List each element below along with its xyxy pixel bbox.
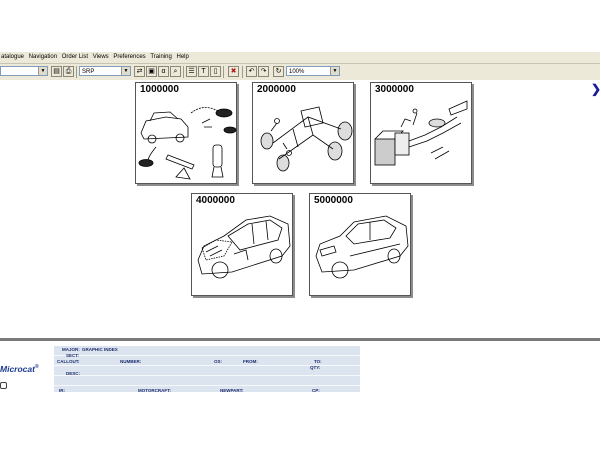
menu-catalogue[interactable]: atalogue <box>1 54 25 60</box>
group-number: 2000000 <box>257 84 296 95</box>
major-label: MAJOR: <box>62 347 80 352</box>
callout-label: CALLOUT: <box>57 359 80 364</box>
pane-divider[interactable] <box>0 338 600 341</box>
exterior-illustration <box>310 194 410 295</box>
ir-label: IR: <box>59 388 65 393</box>
row-divider <box>54 385 360 386</box>
to-label: TO: <box>314 359 322 364</box>
vehicle-select[interactable] <box>0 66 48 76</box>
market-select-value: SRP <box>82 69 95 75</box>
desc-label: DESC: <box>66 371 81 376</box>
motorcraft-label: MOTORCRAFT: <box>138 388 171 393</box>
search-icon[interactable]: ⌕ <box>170 66 181 77</box>
group-tile-1000000[interactable] <box>135 82 237 184</box>
text-icon[interactable]: T <box>198 66 209 77</box>
next-page-icon[interactable]: ❯ <box>591 82 601 96</box>
menu-preferences[interactable]: Preferences <box>113 54 146 60</box>
group-number: 5000000 <box>314 195 353 206</box>
group-tile-5000000[interactable] <box>309 193 411 296</box>
market-select[interactable] <box>79 66 131 76</box>
group-number: 1000000 <box>140 84 179 95</box>
microcat-logo <box>0 364 39 374</box>
from-label: FROM: <box>243 359 258 364</box>
row-divider <box>54 375 360 376</box>
list-icon[interactable]: ☰ <box>186 66 197 77</box>
chevron-down-icon[interactable]: ▼ <box>121 67 130 75</box>
toolbar <box>0 63 600 81</box>
forward-icon[interactable]: ↷ <box>258 66 269 77</box>
chevron-down-icon[interactable]: ▼ <box>330 67 339 75</box>
group-tile-4000000[interactable] <box>191 193 293 296</box>
toolbar-separator <box>242 66 243 78</box>
group-tile-3000000[interactable] <box>370 82 472 184</box>
document-icon[interactable]: ▯ <box>210 66 221 77</box>
graphic-index-area <box>0 80 600 338</box>
number-label: NUMBER: <box>120 359 142 364</box>
menu-views[interactable]: Views <box>92 54 109 60</box>
group-number: 3000000 <box>375 84 414 95</box>
zoom-select-value: 100% <box>289 69 305 75</box>
zoom-select[interactable] <box>286 66 340 76</box>
alpha-search-icon[interactable]: α <box>158 66 169 77</box>
menu-training[interactable]: Training <box>150 54 172 60</box>
logo-mark-icon <box>0 382 7 389</box>
registered-mark: ® <box>34 364 39 371</box>
part-info-panel <box>54 346 360 392</box>
body-illustration <box>192 194 292 295</box>
menu-bar <box>0 52 600 63</box>
major-value: GRAPHIC INDEX <box>82 347 118 352</box>
toolbar-separator <box>183 66 184 78</box>
toolbar-separator <box>223 66 224 78</box>
group-tile-2000000[interactable] <box>252 82 354 184</box>
menu-order-list[interactable]: Order List <box>61 54 89 60</box>
group-number: 4000000 <box>196 195 235 206</box>
qty-label: QTY: <box>310 365 321 370</box>
printer-icon[interactable]: ⎙ <box>63 66 74 77</box>
cp-label: CP: <box>312 388 320 393</box>
stop-icon[interactable]: ✖ <box>228 66 239 77</box>
row-divider <box>54 355 360 356</box>
chevron-down-icon[interactable]: ▼ <box>38 67 47 75</box>
newpart-label: NEWPART: <box>220 388 244 393</box>
sect-label: SECT: <box>66 353 80 358</box>
print-icon[interactable]: ▤ <box>51 66 62 77</box>
back-icon[interactable]: ↶ <box>246 66 257 77</box>
menu-navigation[interactable]: Navigation <box>28 54 58 60</box>
menu-help[interactable]: Help <box>176 54 189 60</box>
swap-icon[interactable]: ⇄ <box>134 66 145 77</box>
powertrain-illustration <box>371 83 471 183</box>
toolbar-separator <box>76 66 77 78</box>
refresh-icon[interactable]: ↻ <box>273 66 284 77</box>
logo-text: Microcat <box>0 364 35 374</box>
os-label: OS: <box>214 359 223 364</box>
chassis-illustration <box>253 83 353 183</box>
vehicle-icon[interactable]: ▣ <box>146 66 157 77</box>
accessories-illustration <box>136 83 236 183</box>
